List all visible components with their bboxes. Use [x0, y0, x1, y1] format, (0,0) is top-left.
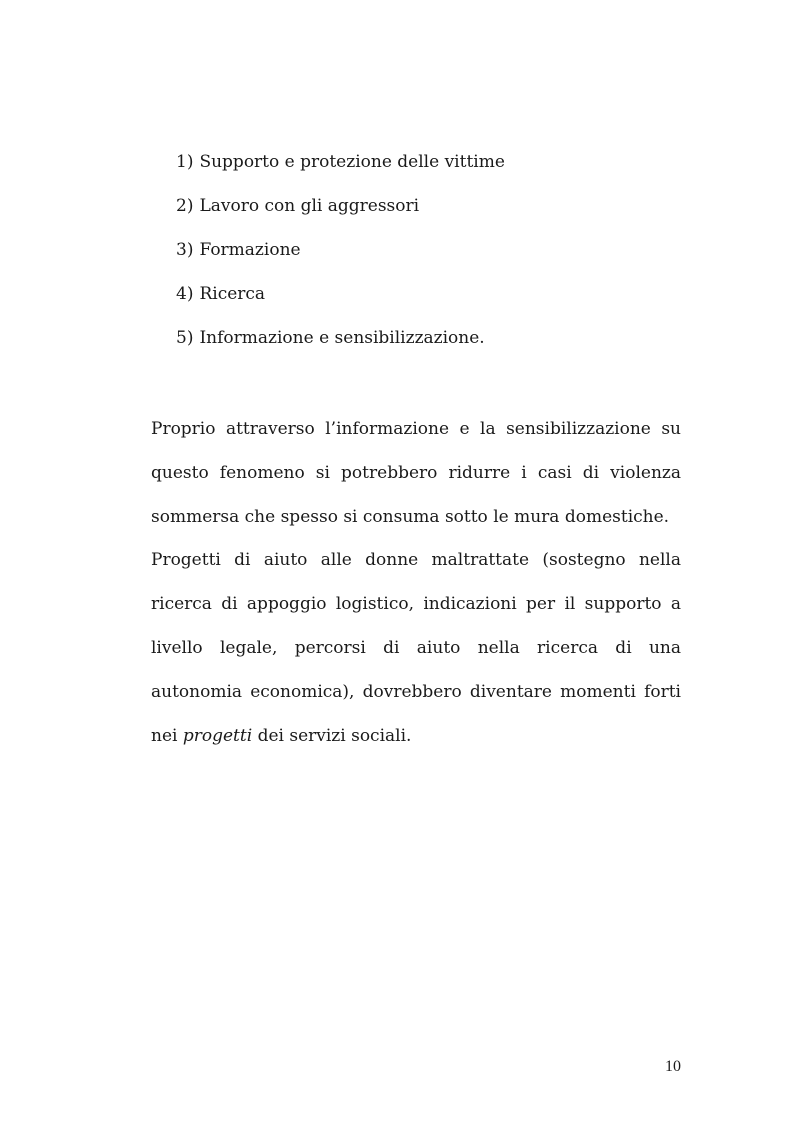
list-item-text: Ricerca: [199, 284, 266, 304]
list-item-text: Supporto e protezione delle vittime: [199, 152, 505, 172]
list-item: [176, 278, 505, 322]
list-item: [176, 190, 505, 234]
list-item: [176, 322, 505, 366]
paragraph-2: [151, 539, 681, 758]
list-item-number: 2): [176, 196, 194, 216]
list-item-number: 3): [176, 240, 194, 260]
list-item-text: Formazione: [199, 240, 301, 260]
list-item-text: Informazione e sensibilizzazione.: [199, 328, 485, 348]
list-item: [176, 146, 505, 190]
italic-word: progetti: [182, 725, 253, 746]
list-item-number: 1): [176, 152, 194, 172]
list-item-text: Lavoro con gli aggressori: [199, 196, 420, 216]
paragraph-1: Proprio attraverso l’informazione e la sensibilizzazione su questo fenomeno si potrebbero ridurre i casi di violenza sommersa che spesso si consuma sotto le mura domestiche.: [151, 419, 681, 527]
paragraph-2-end: dei servizi sociali.: [257, 725, 412, 746]
list-item: [176, 234, 505, 278]
list-item-number: 5): [176, 328, 194, 348]
page-number: 10: [665, 1058, 681, 1075]
numbered-list: [176, 146, 505, 366]
paragraph-2-text: Progetti di aiuto alle donne maltrattate (sostegno nella ricerca di appoggio logistico, indicazioni per il supporto a livello legale, percorsi di aiuto nella ricerca di una autonomia economica), dovrebbero diventare momenti forti nei: [151, 550, 681, 746]
body-text: [151, 408, 681, 758]
list-item-number: 4): [176, 284, 194, 304]
